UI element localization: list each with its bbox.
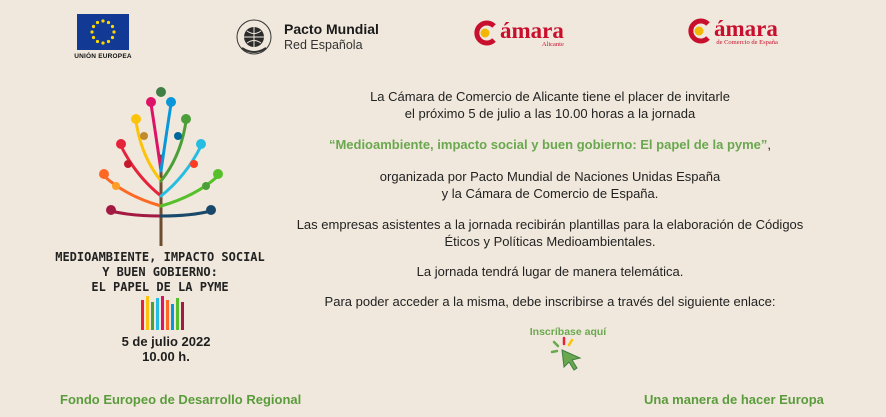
pacto-mundial-logo [232,18,379,56]
register-link[interactable]: Inscríbase aquí [529,326,607,338]
event-time: 10.00 h. [142,349,190,364]
camara-c-icon [686,18,712,44]
intro-line-1: La Cámara de Comercio de Alicante tiene el placer de invitarle [370,89,730,104]
camara-espana-logo [686,16,778,46]
sdg-color-bars [141,296,189,330]
intro-line-2: el próximo 5 de julio a las 10.00 horas a la jornada [404,106,696,121]
camara-alicante-logo [472,18,564,48]
event-highlight-text: “Medioambiente, impacto social y buen gobierno: El papel de la pyme” [328,137,768,152]
event-title [52,250,268,295]
camara-alicante-word: ámara [500,18,564,43]
un-global-compact-icon [232,18,276,56]
event-title-line: Y BUEN GOBIERNO: [102,265,218,279]
sdg-tree-icon [86,86,236,246]
companies-line-1: Las empresas asistentes a la jornada recibirán plantillas para la elaboración de Códigos [296,217,804,232]
event-highlight [290,136,810,153]
eu-label: UNIÓN EUROPEA [74,53,132,60]
footer-slogan: Una manera de hacer Europa [644,392,824,407]
event-datetime [96,334,236,364]
organizers [290,168,810,202]
pacto-subtitle: Red Española [284,38,363,52]
footer-fund: Fondo Europeo de Desarrollo Regional [60,392,302,407]
event-date: 5 de julio 2022 [121,334,211,349]
organizers-line-1: organizada por Pacto Mundial de Naciones Unidas España [379,169,721,184]
event-highlight-suffix: , [767,137,772,152]
camara-alicante-sub: Alicante [541,41,564,48]
eu-logo [68,14,138,60]
camara-c-icon [472,20,498,46]
invitation-intro [290,88,810,122]
register-area [516,322,620,340]
companies-line-2: Éticos y Políticas Medioambientales. [444,234,656,249]
camara-espana-word: ámara [714,16,778,41]
event-title-line: EL PAPEL DE LA PYME [91,280,229,294]
eu-flag-icon [77,14,129,50]
click-cursor-icon[interactable] [550,336,586,372]
access-note: Para poder acceder a la misma, debe inscribirse a través del siguiente enlace: [324,294,776,309]
camara-espana-sub: de Comercio de España [716,39,778,46]
telematic-note: La jornada tendrá lugar de manera telemática. [416,264,684,279]
companies-note [290,216,810,250]
event-title-line: MEDIOAMBIENTE, IMPACTO SOCIAL [55,250,265,264]
pacto-title: Pacto Mundial [284,21,379,37]
organizers-line-2: y la Cámara de Comercio de España. [441,186,659,201]
